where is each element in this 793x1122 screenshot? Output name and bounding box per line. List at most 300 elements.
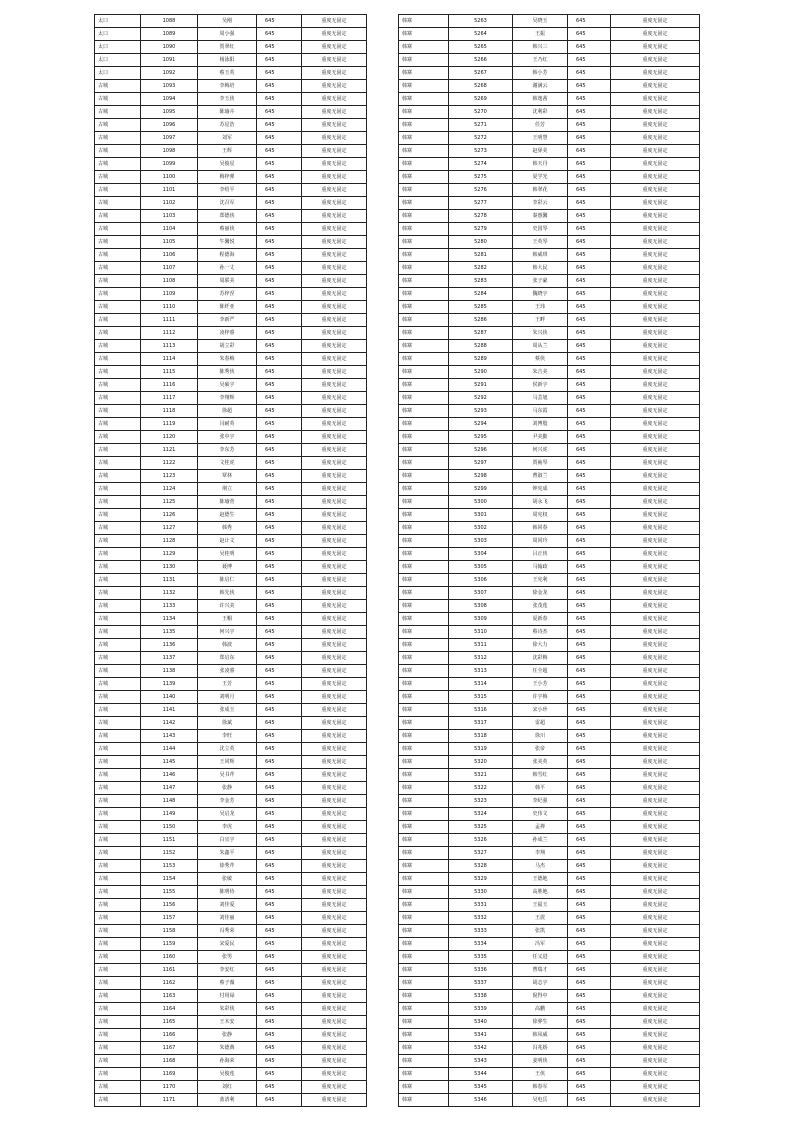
- cell-amount: 645: [568, 184, 611, 197]
- cell-town: 韩寨: [399, 301, 449, 314]
- cell-town: 古城: [95, 314, 141, 327]
- table-row: [95, 171, 367, 184]
- cell-town: 韩寨: [399, 379, 449, 392]
- table-row: [399, 756, 700, 769]
- cell-town: 古城: [95, 886, 141, 899]
- cell-note: 重度无固定: [611, 54, 700, 67]
- cell-name: 冯秀荣: [198, 925, 257, 938]
- cell-id: 1097: [141, 132, 198, 145]
- cell-id: 1123: [141, 470, 198, 483]
- cell-town: 古城: [95, 1003, 141, 1016]
- table-row: [95, 379, 367, 392]
- cell-id: 1149: [141, 808, 198, 821]
- cell-amount: 645: [568, 899, 611, 912]
- cell-town: 古城: [95, 613, 141, 626]
- cell-id: 1159: [141, 938, 198, 951]
- cell-amount: 645: [257, 106, 302, 119]
- cell-amount: 645: [257, 301, 302, 314]
- table-row: [95, 782, 367, 795]
- table-row: [95, 847, 367, 860]
- table-row: [95, 834, 367, 847]
- cell-note: 重度无固定: [302, 470, 367, 483]
- table-row: [95, 821, 367, 834]
- cell-name: 张中宇: [198, 431, 257, 444]
- table-row: [399, 392, 700, 405]
- cell-note: 重度无固定: [611, 1042, 700, 1055]
- cell-name: 蓝清利: [198, 1094, 257, 1107]
- cell-note: 重度无固定: [302, 210, 367, 223]
- table-row: [399, 314, 700, 327]
- cell-id: 1153: [141, 860, 198, 873]
- cell-amount: 645: [568, 132, 611, 145]
- cell-town: 韩寨: [399, 717, 449, 730]
- table-row: [399, 691, 700, 704]
- cell-note: 重度无固定: [611, 548, 700, 561]
- cell-id: 5280: [449, 236, 513, 249]
- table-row: [399, 366, 700, 379]
- table-row: [95, 509, 367, 522]
- cell-id: 5274: [449, 158, 513, 171]
- cell-town: 韩寨: [399, 587, 449, 600]
- cell-amount: 645: [257, 847, 302, 860]
- cell-town: 古城: [95, 574, 141, 587]
- cell-name: 贾袖琴: [513, 457, 568, 470]
- cell-name: 魏晓宇: [513, 288, 568, 301]
- table-row: [399, 834, 700, 847]
- table-row: [399, 535, 700, 548]
- cell-town: 古城: [95, 483, 141, 496]
- cell-town: 韩寨: [399, 171, 449, 184]
- cell-town: 古城: [95, 600, 141, 613]
- cell-name: 任义进: [513, 951, 568, 964]
- cell-id: 5298: [449, 470, 513, 483]
- cell-amount: 645: [568, 743, 611, 756]
- table-row: [95, 444, 367, 457]
- cell-id: 5308: [449, 600, 513, 613]
- cell-amount: 645: [568, 1081, 611, 1094]
- table-row: [95, 80, 367, 93]
- cell-amount: 645: [568, 496, 611, 509]
- cell-name: 孙一丈: [198, 262, 257, 275]
- cell-amount: 645: [568, 418, 611, 431]
- cell-note: 重度无固定: [611, 1029, 700, 1042]
- table-row: [95, 912, 367, 925]
- cell-town: 韩寨: [399, 873, 449, 886]
- cell-id: 5276: [449, 184, 513, 197]
- cell-name: 李虎: [198, 821, 257, 834]
- cell-id: 1133: [141, 600, 198, 613]
- cell-name: 刘佳丽: [198, 912, 257, 925]
- table-row: [95, 249, 367, 262]
- cell-id: 5317: [449, 717, 513, 730]
- left-roster-table: [94, 14, 367, 1107]
- cell-amount: 645: [568, 327, 611, 340]
- cell-amount: 645: [568, 1003, 611, 1016]
- cell-note: 重度无固定: [611, 301, 700, 314]
- table-row: [399, 860, 700, 873]
- cell-town: 太口: [95, 15, 141, 28]
- cell-note: 重度无固定: [302, 860, 367, 873]
- table-row: [399, 600, 700, 613]
- cell-town: 古城: [95, 353, 141, 366]
- cell-id: 1137: [141, 652, 198, 665]
- cell-id: 5277: [449, 197, 513, 210]
- cell-note: 重度无固定: [611, 769, 700, 782]
- cell-amount: 645: [568, 808, 611, 821]
- cell-note: 重度无固定: [302, 756, 367, 769]
- cell-name: 沈立英: [198, 743, 257, 756]
- table-row: [95, 548, 367, 561]
- cell-note: 重度无固定: [611, 80, 700, 93]
- cell-note: 重度无固定: [611, 535, 700, 548]
- cell-note: 重度无固定: [302, 366, 367, 379]
- table-row: [399, 301, 700, 314]
- table-row: [399, 821, 700, 834]
- cell-name: 聂博: [198, 561, 257, 574]
- cell-note: 重度无固定: [302, 782, 367, 795]
- table-row: [399, 353, 700, 366]
- cell-amount: 645: [568, 613, 611, 626]
- table-row: [399, 912, 700, 925]
- cell-id: 5322: [449, 782, 513, 795]
- cell-town: 韩寨: [399, 964, 449, 977]
- cell-id: 1157: [141, 912, 198, 925]
- table-row: [95, 262, 367, 275]
- cell-town: 古城: [95, 808, 141, 821]
- cell-name: 姜明侠: [513, 1055, 568, 1068]
- cell-name: 陈秀侠: [198, 366, 257, 379]
- table-row: [399, 678, 700, 691]
- cell-amount: 645: [257, 54, 302, 67]
- cell-name: 李新严: [198, 314, 257, 327]
- cell-id: 1101: [141, 184, 198, 197]
- table-row: [95, 223, 367, 236]
- cell-name: 王同辉: [198, 756, 257, 769]
- cell-name: 李安红: [198, 964, 257, 977]
- cell-name: 秦惠馨: [513, 210, 568, 223]
- cell-amount: 645: [257, 1081, 302, 1094]
- cell-note: 重度无固定: [611, 236, 700, 249]
- cell-note: 重度无固定: [611, 873, 700, 886]
- cell-id: 5334: [449, 938, 513, 951]
- cell-id: 5282: [449, 262, 513, 275]
- table-row: [95, 951, 367, 964]
- cell-name: 冯军: [513, 938, 568, 951]
- cell-amount: 645: [568, 366, 611, 379]
- cell-amount: 645: [257, 626, 302, 639]
- cell-name: 张敏: [198, 873, 257, 886]
- cell-name: 马杰: [513, 860, 568, 873]
- cell-town: 古城: [95, 912, 141, 925]
- table-row: [399, 977, 700, 990]
- cell-id: 1111: [141, 314, 198, 327]
- table-row: [95, 1081, 367, 1094]
- cell-id: 5338: [449, 990, 513, 1003]
- cell-name: 王振: [513, 28, 568, 41]
- cell-amount: 645: [568, 28, 611, 41]
- cell-note: 重度无固定: [611, 1081, 700, 1094]
- cell-id: 5285: [449, 301, 513, 314]
- cell-note: 重度无固定: [302, 561, 367, 574]
- cell-town: 韩寨: [399, 1055, 449, 1068]
- cell-name: 陈瑜萱: [198, 496, 257, 509]
- cell-amount: 645: [257, 522, 302, 535]
- cell-amount: 645: [568, 106, 611, 119]
- table-row: [95, 652, 367, 665]
- table-row: [95, 808, 367, 821]
- cell-note: 重度无固定: [611, 67, 700, 80]
- table-row: [95, 691, 367, 704]
- table-row: [95, 1016, 367, 1029]
- table-row: [399, 899, 700, 912]
- cell-town: 韩寨: [399, 886, 449, 899]
- cell-amount: 645: [568, 41, 611, 54]
- cell-id: 1142: [141, 717, 198, 730]
- cell-amount: 645: [568, 691, 611, 704]
- cell-name: 徐川: [513, 730, 568, 743]
- cell-name: 沈召军: [198, 197, 257, 210]
- cell-town: 古城: [95, 704, 141, 717]
- table-row: [95, 496, 367, 509]
- cell-id: 5325: [449, 821, 513, 834]
- cell-name: 赵驿美: [513, 145, 568, 158]
- cell-id: 5314: [449, 678, 513, 691]
- table-row: [399, 704, 700, 717]
- cell-town: 古城: [95, 275, 141, 288]
- table-row: [399, 197, 700, 210]
- cell-town: 古城: [95, 769, 141, 782]
- cell-name: 吴晓玉: [513, 15, 568, 28]
- cell-amount: 645: [257, 938, 302, 951]
- cell-name: 韩小芳: [513, 67, 568, 80]
- cell-amount: 645: [257, 236, 302, 249]
- cell-town: 古城: [95, 327, 141, 340]
- table-row: [95, 15, 367, 28]
- table-row: [95, 54, 367, 67]
- cell-town: 古城: [95, 340, 141, 353]
- cell-amount: 645: [257, 223, 302, 236]
- cell-name: 张子豪: [513, 275, 568, 288]
- cell-town: 韩寨: [399, 756, 449, 769]
- cell-amount: 645: [257, 899, 302, 912]
- cell-amount: 645: [568, 535, 611, 548]
- cell-note: 重度无固定: [302, 691, 367, 704]
- cell-town: 古城: [95, 587, 141, 600]
- cell-note: 重度无固定: [302, 119, 367, 132]
- cell-town: 古城: [95, 119, 141, 132]
- cell-id: 1131: [141, 574, 198, 587]
- cell-name: 苏梓涅: [198, 288, 257, 301]
- cell-name: 李旺: [198, 730, 257, 743]
- cell-id: 5336: [449, 964, 513, 977]
- cell-name: 覃林: [198, 470, 257, 483]
- cell-id: 1169: [141, 1068, 198, 1081]
- cell-id: 1122: [141, 457, 198, 470]
- cell-id: 5310: [449, 626, 513, 639]
- cell-town: 韩寨: [399, 626, 449, 639]
- cell-id: 1158: [141, 925, 198, 938]
- cell-amount: 645: [257, 821, 302, 834]
- table-row: [95, 132, 367, 145]
- cell-note: 重度无固定: [611, 353, 700, 366]
- cell-note: 重度无固定: [302, 262, 367, 275]
- cell-town: 韩寨: [399, 860, 449, 873]
- cell-town: 韩寨: [399, 509, 449, 522]
- cell-name: 程德海: [198, 249, 257, 262]
- table-row: [399, 639, 700, 652]
- cell-name: 张成玉: [198, 704, 257, 717]
- cell-amount: 645: [257, 457, 302, 470]
- cell-note: 重度无固定: [302, 665, 367, 678]
- table-row: [399, 496, 700, 509]
- cell-town: 古城: [95, 652, 141, 665]
- cell-note: 重度无固定: [611, 470, 700, 483]
- cell-note: 重度无固定: [611, 756, 700, 769]
- cell-amount: 645: [568, 665, 611, 678]
- table-row: [95, 600, 367, 613]
- cell-note: 重度无固定: [302, 54, 367, 67]
- cell-note: 重度无固定: [611, 990, 700, 1003]
- cell-amount: 645: [257, 80, 302, 93]
- cell-note: 重度无固定: [611, 1055, 700, 1068]
- cell-town: 韩寨: [399, 1029, 449, 1042]
- cell-town: 古城: [95, 418, 141, 431]
- table-row: [95, 769, 367, 782]
- cell-id: 5273: [449, 145, 513, 158]
- cell-name: 韩同春: [513, 522, 568, 535]
- cell-town: 古城: [95, 977, 141, 990]
- cell-amount: 645: [257, 665, 302, 678]
- table-row: [95, 483, 367, 496]
- cell-town: 韩寨: [399, 496, 449, 509]
- cell-town: 韩寨: [399, 457, 449, 470]
- cell-amount: 645: [257, 379, 302, 392]
- cell-name: 徐超: [198, 405, 257, 418]
- cell-amount: 645: [568, 860, 611, 873]
- cell-town: 古城: [95, 1055, 141, 1068]
- cell-note: 重度无固定: [611, 522, 700, 535]
- cell-town: 韩寨: [399, 1003, 449, 1016]
- cell-id: 1091: [141, 54, 198, 67]
- cell-name: 王辉: [198, 145, 257, 158]
- cell-note: 重度无固定: [611, 509, 700, 522]
- cell-id: 1119: [141, 418, 198, 431]
- cell-amount: 645: [568, 990, 611, 1003]
- cell-town: 韩寨: [399, 145, 449, 158]
- cell-town: 古城: [95, 964, 141, 977]
- table-row: [95, 340, 367, 353]
- cell-note: 重度无固定: [302, 1081, 367, 1094]
- cell-name: 付用禄: [198, 990, 257, 1003]
- table-row: [399, 847, 700, 860]
- cell-amount: 645: [257, 873, 302, 886]
- cell-name: 任全超: [513, 665, 568, 678]
- cell-name: 文桂虎: [198, 457, 257, 470]
- cell-note: 重度无固定: [302, 80, 367, 93]
- cell-amount: 645: [257, 470, 302, 483]
- cell-id: 1108: [141, 275, 198, 288]
- cell-name: 王芳: [198, 678, 257, 691]
- cell-id: 1129: [141, 548, 198, 561]
- cell-amount: 645: [257, 496, 302, 509]
- cell-note: 重度无固定: [302, 353, 367, 366]
- cell-name: 曹淑兰: [513, 470, 568, 483]
- cell-amount: 645: [568, 249, 611, 262]
- cell-town: 韩寨: [399, 392, 449, 405]
- table-row: [399, 873, 700, 886]
- table-row: [399, 1042, 700, 1055]
- cell-amount: 645: [568, 977, 611, 990]
- cell-id: 5311: [449, 639, 513, 652]
- cell-town: 韩寨: [399, 1081, 449, 1094]
- cell-amount: 645: [257, 158, 302, 171]
- cell-note: 重度无固定: [611, 1094, 700, 1107]
- cell-town: 古城: [95, 379, 141, 392]
- cell-note: 重度无固定: [611, 418, 700, 431]
- cell-amount: 645: [568, 483, 611, 496]
- cell-id: 1125: [141, 496, 198, 509]
- cell-id: 5333: [449, 925, 513, 938]
- cell-id: 5299: [449, 483, 513, 496]
- cell-name: 刘明月: [198, 691, 257, 704]
- cell-town: 韩寨: [399, 665, 449, 678]
- cell-name: 马翰政: [513, 561, 568, 574]
- cell-town: 古城: [95, 171, 141, 184]
- cell-id: 5291: [449, 379, 513, 392]
- table-row: [399, 808, 700, 821]
- table-row: [399, 145, 700, 158]
- cell-name: 倪得中: [513, 990, 568, 1003]
- cell-amount: 645: [568, 769, 611, 782]
- cell-note: 重度无固定: [302, 834, 367, 847]
- cell-id: 1090: [141, 41, 198, 54]
- cell-amount: 645: [568, 509, 611, 522]
- cell-id: 5321: [449, 769, 513, 782]
- cell-town: 韩寨: [399, 288, 449, 301]
- cell-amount: 645: [257, 561, 302, 574]
- cell-name: 韩翠花: [513, 184, 568, 197]
- cell-amount: 645: [257, 834, 302, 847]
- cell-town: 韩寨: [399, 80, 449, 93]
- cell-amount: 645: [257, 613, 302, 626]
- cell-town: 韩寨: [399, 847, 449, 860]
- cell-id: 5263: [449, 15, 513, 28]
- cell-name: 周宪权: [513, 509, 568, 522]
- cell-id: 1114: [141, 353, 198, 366]
- cell-amount: 645: [568, 15, 611, 28]
- table-row: [95, 106, 367, 119]
- cell-town: 韩寨: [399, 444, 449, 457]
- cell-town: 古城: [95, 210, 141, 223]
- cell-id: 1126: [141, 509, 198, 522]
- cell-name: 张静: [198, 1029, 257, 1042]
- cell-name: 凌梓睿: [198, 327, 257, 340]
- table-row: [95, 639, 367, 652]
- cell-id: 1141: [141, 704, 198, 717]
- cell-name: 韩秀: [198, 522, 257, 535]
- cell-amount: 645: [568, 561, 611, 574]
- table-row: [95, 197, 367, 210]
- cell-id: 5324: [449, 808, 513, 821]
- cell-id: 5327: [449, 847, 513, 860]
- cell-id: 5344: [449, 1068, 513, 1081]
- cell-id: 5288: [449, 340, 513, 353]
- cell-note: 重度无固定: [302, 392, 367, 405]
- cell-amount: 645: [568, 1016, 611, 1029]
- table-row: [95, 275, 367, 288]
- table-row: [399, 1016, 700, 1029]
- cell-id: 1154: [141, 873, 198, 886]
